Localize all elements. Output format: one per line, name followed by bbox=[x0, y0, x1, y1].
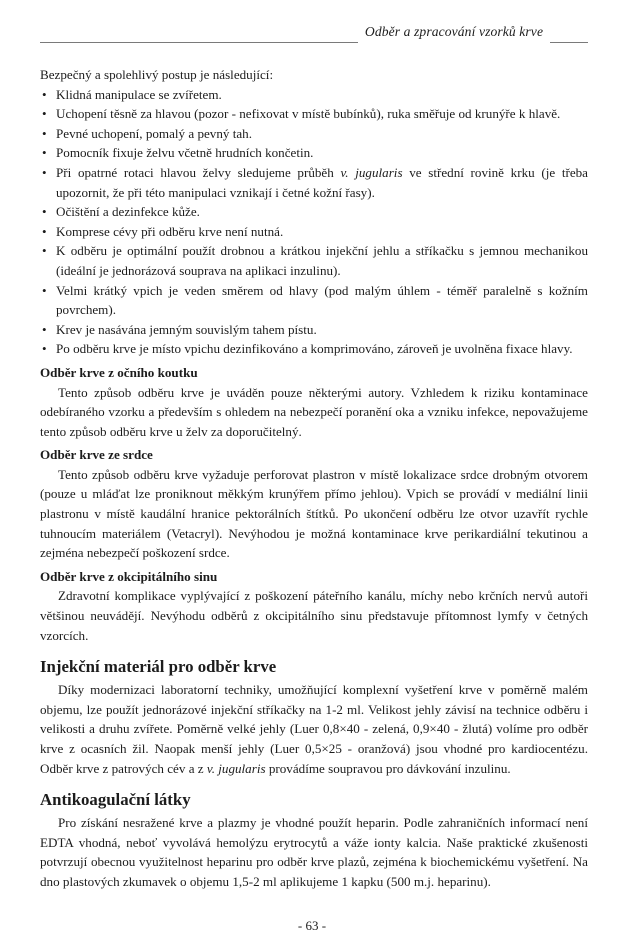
paragraph-injection-start: Díky modernizaci laboratorní techniky, umožňující komplexní vyšetření krve v poměrně malém objemu, lze použít jednorázové injekční stříkačky na 1-2 ml. Velikost jehly závisí na technice odběru i velikosti a druhu zvířete. Poměrně velké jehly (Luer 0,8×40 - zelená, 0,9×40 - žlutá) volíme pro odběr krve z ocasních žil. Naopak menší jehly (Luer 0,5×25 - oranžová) jsou vhodné pro kardiocentézu. Odběr krve z patrových cév a z bbox=[40, 682, 588, 776]
page-number: - 63 - bbox=[297, 918, 327, 933]
subheading-eye: Odběr krve z očního koutku bbox=[40, 364, 198, 380]
bullet-text-end: ve střední rovině krku (je třeba upozornit, že při této manipulaci vznikají i četné kožní řasy). bbox=[56, 164, 588, 200]
bullet-text: Pevné uchopení, pomalý a pevný tah. bbox=[56, 125, 252, 141]
bullet-dot-icon: • bbox=[42, 125, 47, 141]
running-header bbox=[40, 22, 588, 44]
bullet-item bbox=[40, 339, 588, 359]
bullet-text: Očištění a dezinfekce kůže. bbox=[56, 204, 200, 220]
header-rule-left bbox=[40, 42, 358, 43]
bullet-item bbox=[40, 163, 588, 202]
bullet-text: Klidná manipulace se zvířetem. bbox=[56, 86, 222, 102]
page-body bbox=[40, 65, 588, 892]
bullet-dot-icon: • bbox=[42, 321, 47, 337]
bullet-dot-icon: • bbox=[42, 164, 47, 180]
paragraph-injection bbox=[40, 680, 588, 778]
header-rule-right bbox=[550, 42, 588, 43]
paragraph-injection-end: provádíme soupravou pro dávkování inzulinu. bbox=[265, 760, 511, 776]
bullet-text: Pomocník fixuje želvu včetně hrudních končetin. bbox=[56, 145, 314, 161]
vein-term: v. jugularis bbox=[206, 760, 266, 776]
bullet-text: Velmi krátký vpich je veden směrem od hlavy (pod malým úhlem - téměř paralelně s kožním povrchem). bbox=[56, 282, 588, 318]
bullet-dot-icon: • bbox=[42, 223, 47, 239]
bullet-dot-icon: • bbox=[42, 243, 47, 259]
section-heading-injection: Injekční materiál pro odběr krve bbox=[40, 657, 277, 677]
bullet-item bbox=[40, 320, 588, 340]
bullet-item bbox=[40, 104, 588, 124]
procedure-bullet-list bbox=[40, 85, 588, 359]
section-heading-anticoagulants: Antikoagulační látky bbox=[40, 790, 191, 810]
paragraph-heart: Tento způsob odběru krve vyžaduje perforovat plastron v místě lokalizace srdce drobným otvorem (pouze u mláďat lze proniknout měkkým krunýřem přímo jehlou). Vpich se provádí v mediální linii plastronu v místě kaudální hranice pektorálních štítků. Po ukončení odběru lze otvor uzavřít rychle tuhnoucím materiálem (Vetacryl). Nevýhodou je možná kontaminace krve perikardiální tekutinou a zejména nebezpečí poškození srdce. bbox=[40, 466, 588, 561]
bullet-text: Komprese cévy při odběru krve není nutná. bbox=[56, 223, 284, 239]
bullet-item bbox=[40, 202, 588, 222]
bullet-dot-icon: • bbox=[42, 282, 47, 298]
paragraph-anticoagulants: Pro získání nesražené krve a plazmy je vhodné použít heparin. Podle zahraničních informací není EDTA vhodná, neboť vyvolává hemolýzu erytrocytů a váže ionty kalcia. Naše praktické zkušenosti potvrzují obecnou využitelnost heparinu pro odběr krve plazů, zejména k biochemickému vyšetření. Na dno plastových zkumavek o objemu 1,5-2 ml aplikujeme 1 kapku (500 m.j. heparinu). bbox=[40, 815, 588, 889]
bullet-text: Uchopení těsně za hlavou (pozor - nefixovat v místě bubínků), ruka směřuje od krunýře k hlavě. bbox=[56, 106, 561, 122]
bullet-item bbox=[40, 124, 588, 144]
bullet-item bbox=[40, 85, 588, 105]
bullet-item bbox=[40, 241, 588, 280]
bullet-text: K odběru je optimální použít drobnou a krátkou injekční jehlu a stříkačku s jemnou mechanikou (ideální je jednorázová souprava na aplikaci inzulinu). bbox=[56, 243, 588, 278]
bullet-item bbox=[40, 143, 588, 163]
subheading-occipital: Odběr krve z okcipitálního sinu bbox=[40, 568, 218, 584]
bullet-text: Po odběru krve je místo vpichu dezinfikováno a komprimováno, zároveň je uvolněna fixace hlavy. bbox=[56, 341, 573, 357]
bullet-dot-icon: • bbox=[42, 341, 47, 357]
bullet-dot-icon: • bbox=[42, 106, 47, 122]
subheading-heart: Odběr krve ze srdce bbox=[40, 447, 153, 463]
bullet-text: Krev je nasávána jemným souvislým tahem pístu. bbox=[56, 321, 317, 337]
bullet-item bbox=[40, 281, 588, 320]
running-title: Odběr a zpracování vzorků krve bbox=[364, 24, 544, 39]
vein-term: v. jugularis bbox=[340, 164, 403, 180]
bullet-text-start: Při opatrné rotaci hlavou želvy sledujeme průběh bbox=[56, 164, 341, 180]
intro-paragraph: Bezpečný a spolehlivý postup je následující: bbox=[40, 67, 274, 82]
bullet-dot-icon: • bbox=[42, 145, 47, 161]
paragraph-eye: Tento způsob odběru krve je uváděn pouze některými autory. Vzhledem k riziku kontaminace odebíraného vzorku a především s ohledem na nebezpečí poranění oka a vzniku infekce, nepovažujeme tento způsob odběru krve u želv za doporučitelný. bbox=[40, 384, 588, 439]
paragraph-occipital: Zdravotní komplikace vyplývající z poškození páteřního kanálu, míchy nebo krčních nervů autoři většinou neuvádějí. Nevýhodu odběrů z okcipitálního sinu představuje přítomnost lymfy v četných vzorcích. bbox=[40, 588, 588, 643]
bullet-item bbox=[40, 222, 588, 242]
bullet-dot-icon: • bbox=[42, 204, 47, 220]
bullet-dot-icon: • bbox=[42, 86, 47, 102]
